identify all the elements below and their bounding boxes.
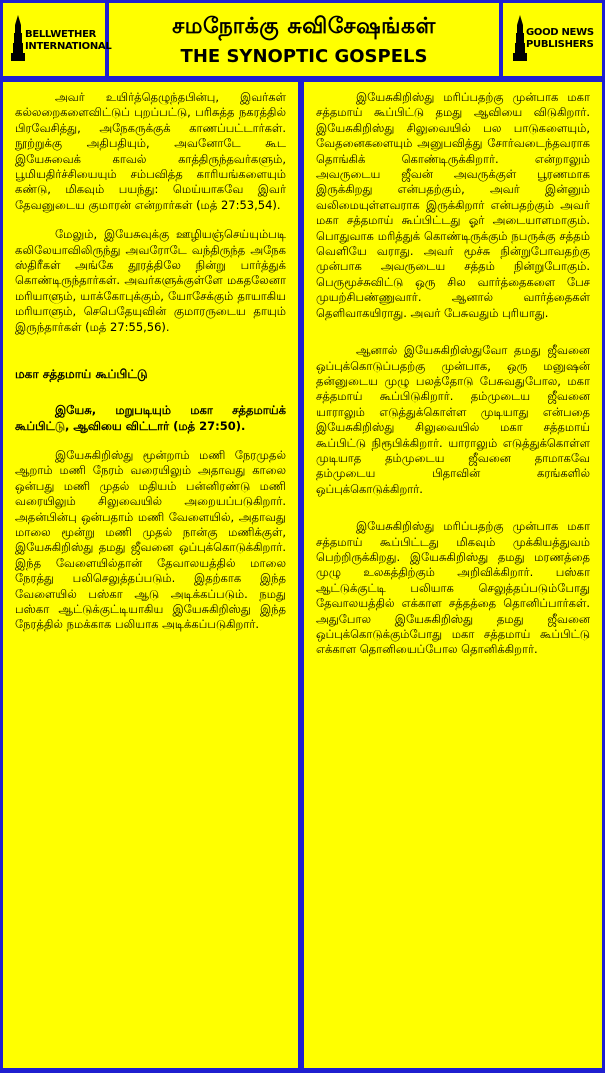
good-news-logo-text	[526, 27, 594, 51]
page-title-english: THE SYNOPTIC GOSPELS	[180, 45, 428, 67]
right-paragraph-1: இயேசுகிறிஸ்து மரிப்பதற்கு முன்பாக மகா சத்தமாய் கூப்பிட்டு தமது ஆவியை விடுகிறார். இயேசுகிறிஸ்து சிலுவையில் பல பாடுகளையும், வேதனைகளையும் அனுபவித்து சோர்வடைந்தவராக தொங்கிக் கொண்டிருக்கிறார். என்றாலும் அவருடைய ஜீவன் அவருக்குள் பூரணமாக இருக்கிறது என்பதற்கும், அவர் இன்னும் வலிமையுள்ளவராக இருக்கிறார் என்பதற்கும் அவர் மகா சத்தமாய் கூப்பிட்டது ஓர் அடையாளமாகும். பொதுவாக மரித்துக் கொண்டிருக்கும் நபருக்கு சத்தம் வெளியே வராது. அவர் மூச்சு நின்றுபோவதற்கு முன்பாக அவருடைய சத்தம் நின்றுபோகும். பெருமூச்சுவிட்டு ஒரு சில வார்த்தைகளை பேச முயற்சிபண்ணுவார். ஆனால் வார்த்தைகள் தெளிவாகயிராது. அவர் பேசுவதும் புரியாது.	[316, 90, 590, 320]
bellwether-logo-text	[25, 29, 111, 53]
section-heading: மகா சத்தமாய் கூப்பிட்டு	[15, 367, 148, 382]
title-block	[109, 3, 499, 76]
page-title-tamil: சமநோக்கு சுவிசேஷங்கள்	[172, 13, 436, 39]
logo-left-line2: INTERNATIONAL	[25, 41, 112, 52]
page-header	[3, 3, 602, 76]
logo-right-line1: GOOD NEWS	[526, 27, 594, 38]
right-paragraph-2: ஆனால் இயேசுகிறிஸ்துவோ தமது ஜீவனை ஒப்புக்கொடுப்பதற்கு முன்பாக, ஒரு மனுஷன் தன்னுடைய முழு பலத்தோடு பேசுவதுபோல, மகா சத்தமாய் கூப்பிடுகிறார். தம்முடைய ஜீவனை யாராலும் எடுத்துக்கொள்ள முடியாது என்பதை இயேசுகிறிஸ்து சிலுவையில் மகா சத்தமாய் கூப்பிட்டு நிரூபிக்கிறார். யாராலும் எடுத்துக்கொள்ள முடியாத தம்முடைய ஜீவனை தாமாகவே தம்முடைய பிதாவின் கரங்களில் ஒப்புக்கொடுக்கிறார்.	[316, 343, 590, 496]
right-paragraph-3: இயேசுகிறிஸ்து மரிப்பதற்கு முன்பாக மகா சத்தமாய் கூப்பிட்டது மிகவும் முக்கியத்துவம் பெற்றிருக்கிறது. இயேசுகிறிஸ்து தமது மரணத்தை முழு உலகத்திற்கும் அறிவிக்கிறார். பஸ்கா ஆட்டுக்குட்டி பலியாக செலுத்தப்படும்போது தேவாலயத்தில் எக்காள சத்தத்தை தொனிப்பார்கள். அதுபோல இயேசுகிறிஸ்து தமது ஜீவனை ஒப்புக்கொடுக்கும்போது மகா சத்தமாய் கூப்பிட்டு எக்காள தொனியைப்போல தொனிக்கிறார்.	[316, 519, 590, 657]
left-paragraph-1: அவர் உயிர்த்தெழுந்தபின்பு, இவர்கள் கல்லறைகளைவிட்டுப் புறப்பட்டு, பரிசுத்த நகரத்தில் பிரவேசித்து, அநேகருக்குக் காணப்பட்டார்கள். நூற்றுக்கு அதிபதியும், அவனோடே கூட இயேசுவைக் காவல் காத்திருந்தவர்களும், பூமியதிர்ச்சியையும் சம்பவித்த காரியங்களையும் கண்டு, மிகவும் பயந்து: மெய்யாகவே இவர் தேவனுடைய குமாரன் என்றார்கள் (மத் 27:53,54).	[15, 90, 286, 212]
scripture-quote: இயேசு, மறுபடியும் மகா சத்தமாய்க் கூப்பிட்டு, ஆவியை விட்டார் (மத் 27:50).	[15, 403, 286, 433]
left-column	[3, 82, 298, 1068]
good-news-logo	[503, 3, 602, 76]
bellwether-logo	[3, 3, 112, 76]
logo-left-line1: BELLWETHER	[25, 29, 97, 40]
logo-right-line2: PUBLISHERS	[526, 39, 594, 50]
left-paragraph-2: மேலும், இயேசுவுக்கு ஊழியஞ்செய்யும்படி கலிலேயாவிலிருந்து அவரோடே வந்திருந்த அநேக ஸ்திரீகள் அங்கே தூரத்திலே நின்று பார்த்துக் கொண்டிருந்தார்கள். அவர்களுக்குள்ளே மகதலேனா மரியாளும், யாக்கோபுக்கும், யோசேக்கும் தாயாகிய மரியாளும், செபெதேயுவின் குமாரருடைய தாயும் இருந்தார்கள் (மத் 27:55,56).	[15, 227, 286, 334]
left-paragraph-4: இயேசுகிறிஸ்து மூன்றாம் மணி நேரமுதல் ஆறாம் மணி நேரம் வரையிலும் அதாவது காலை ஒன்பது மணி முதல் மதியம் பன்னிரண்டு மணி வரையிலும் சிலுவையில் அறையப்படுகிறார். அதன்பின்பு ஒன்பதாம் மணி வேளையில், அதாவது மாலை மூன்று மணி முதல் நான்கு மணிக்குள், இயேசுகிறிஸ்து தமது ஜீவனை ஒப்புக்கொடுக்கிறார். இந்த வேளையில்தான் தேவாலயத்தில் மாலை நேரத்து பலிசெலுத்தப்படும். இதற்காக இந்த வேளையில் பஸ்கா ஆடு அடிக்கப்படும். நமது பஸ்கா ஆட்டுக்குட்டியாகிய இயேசுகிறிஸ்து இந்த நேரத்தில் நமக்காக பலியாக அடிக்கப்படுகிறார்.	[15, 447, 286, 632]
right-column	[304, 82, 602, 1068]
